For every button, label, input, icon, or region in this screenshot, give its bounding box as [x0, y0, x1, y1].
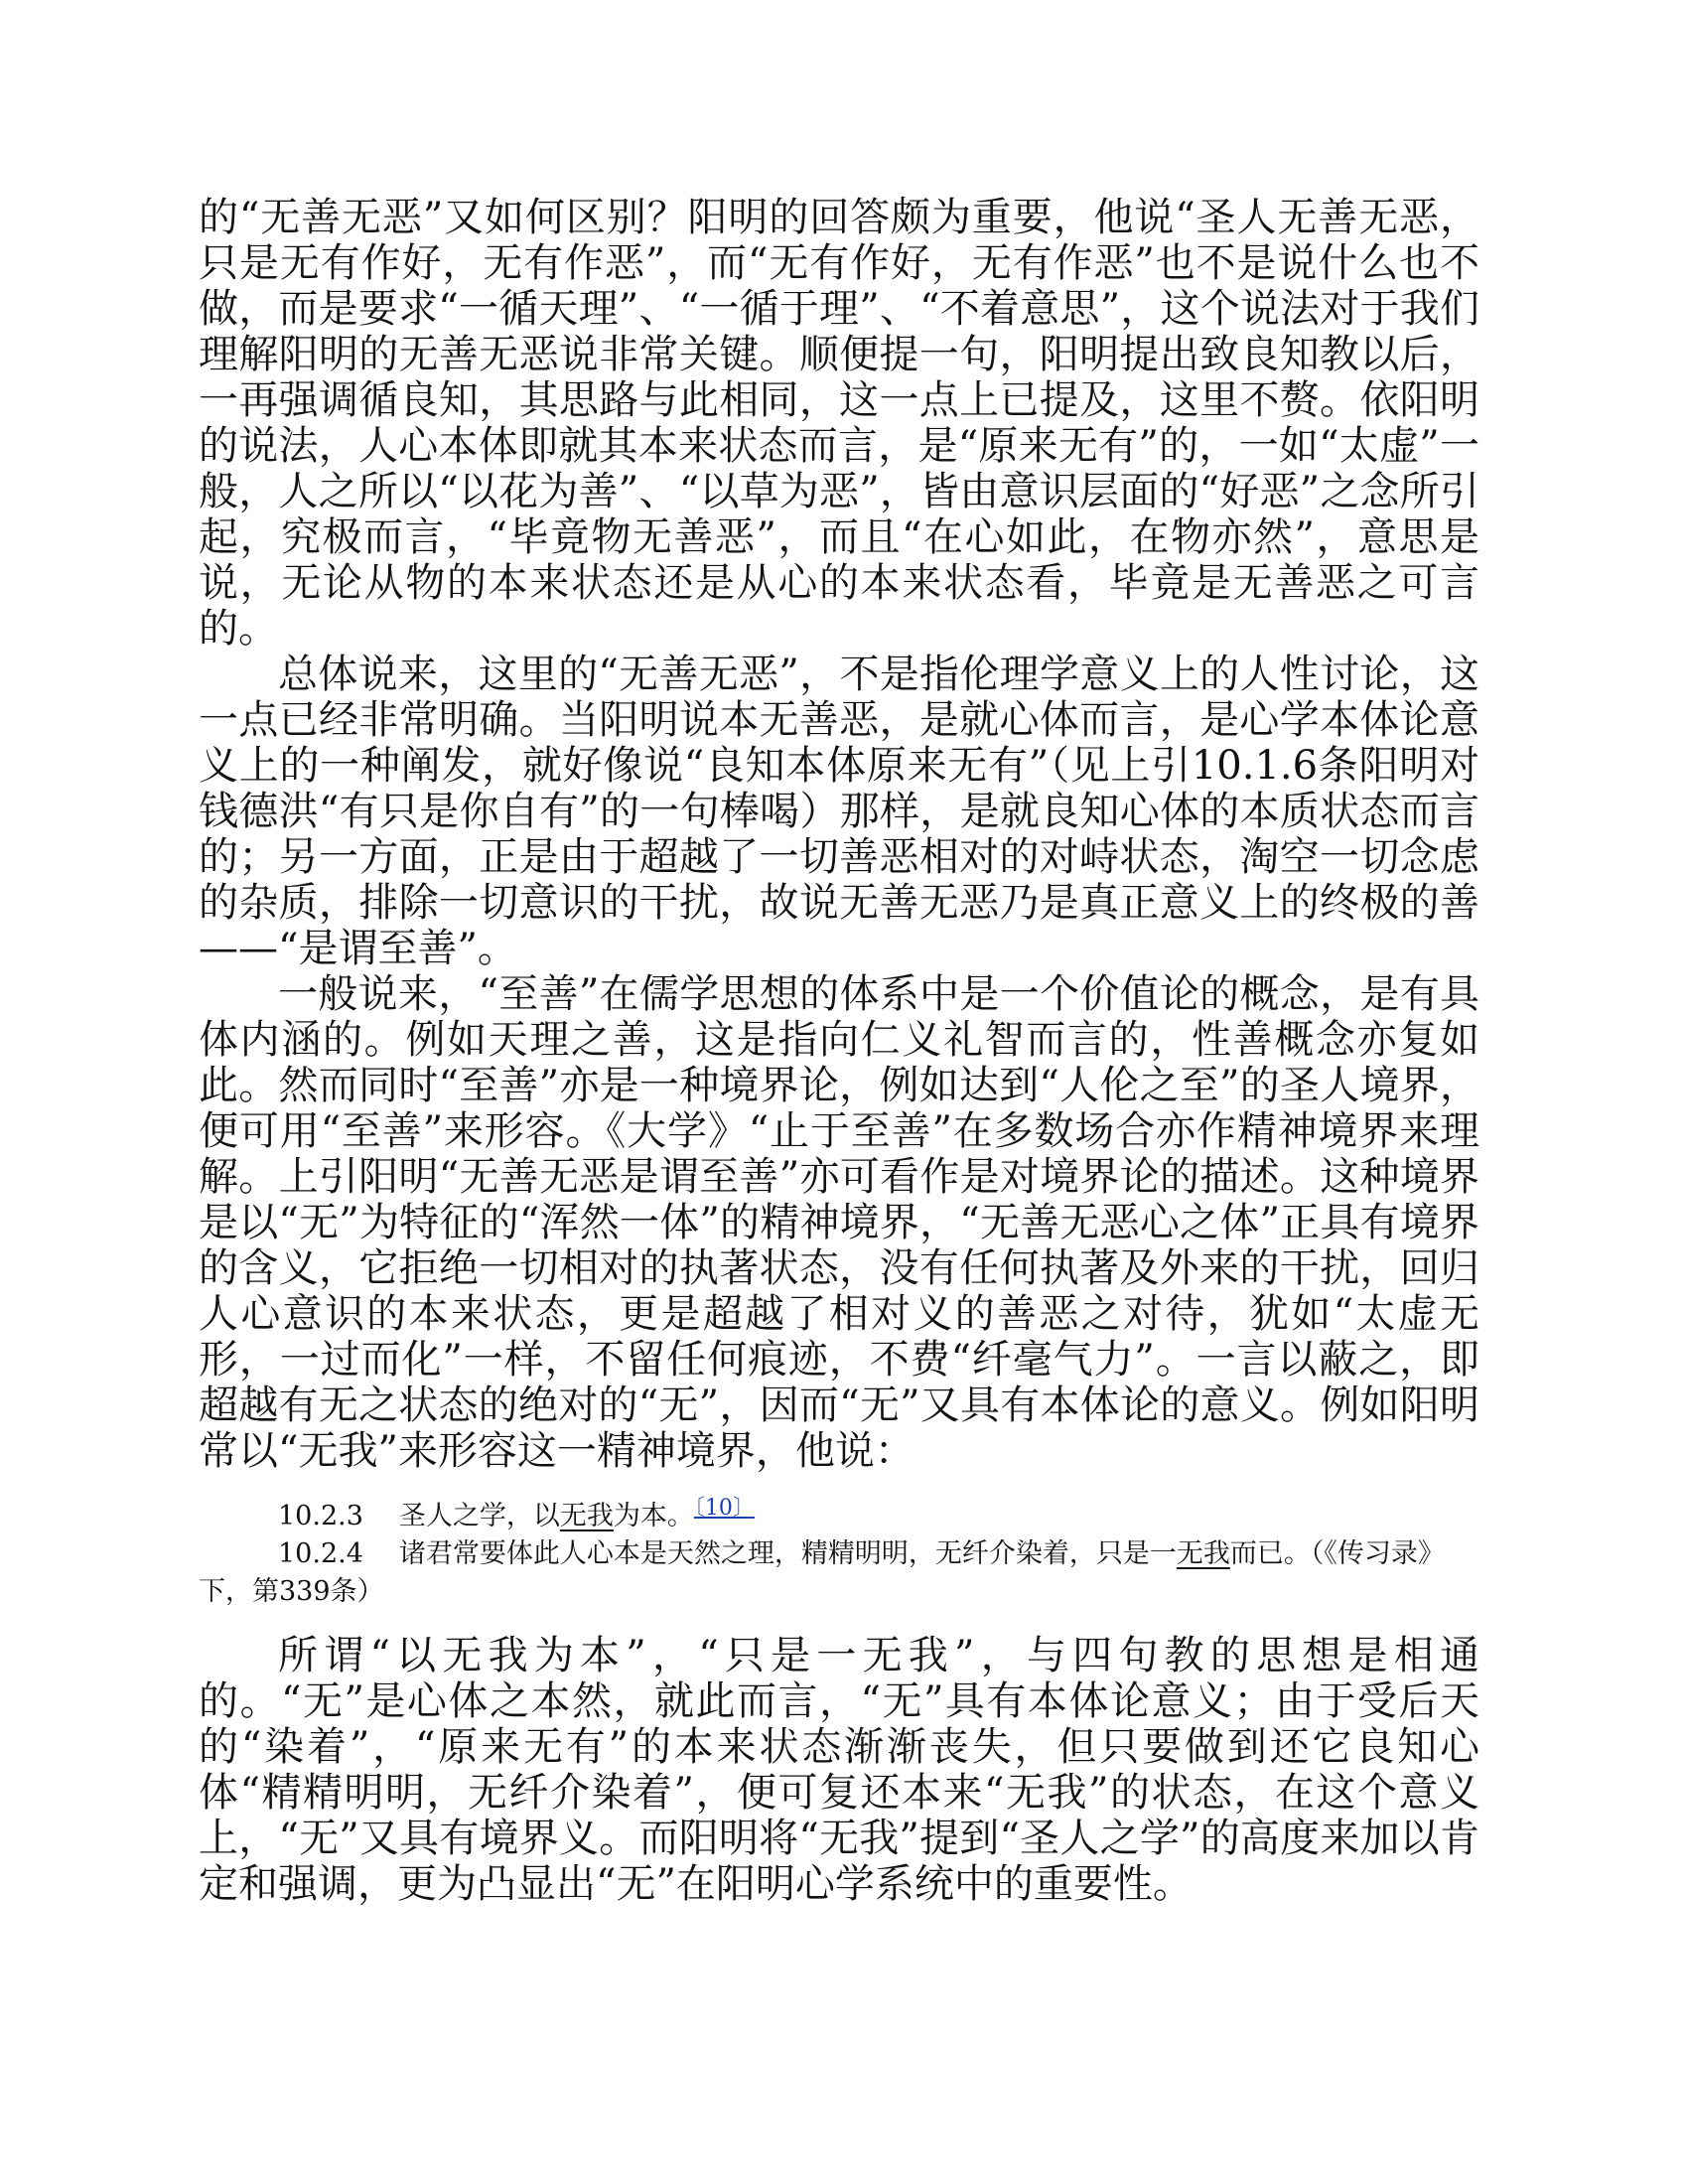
- quote-underlined-term: 无我: [559, 1501, 614, 1531]
- paragraph-4: 所谓“以无我为本”，“只是一无我”，与四句教的思想是相通的。“无”是心体之本然，就此而言，“无”具有本体论意义；由于受后天的“染着”，“原来无有”的本来状态渐渐丧失，但只要做到还它良知心体“精精明明，无纤介染着”，便可复还本来“无我”的状态，在这个意义上，“无”又具有境界义。而阳明将“无我”提到“圣人之学”的高度来加以肯定和强调，更为凸显出“无”在阳明心学系统中的重要性。: [199, 1633, 1479, 1907]
- quote-text-after: 而已。（《传习录》下，第339条）: [199, 1538, 1445, 1607]
- paragraph-3: 一般说来，“至善”在儒学思想的体系中是一个价值论的概念，是有具体内涵的。例如天理之善，这是指向仁义礼智而言的，性善概念亦复如此。然而同时“至善”亦是一种境界论，例如达到“人伦之至”的圣人境界，便可用“至善”来形容。《大学》“止于至善”在多数场合亦作精神境界来理解。上引阳明“无善无恶是谓至善”亦可看作是对境界论的描述。这种境界是以“无”为特征的“浑然一体”的精神境界，“无善无恶心之体”正具有境界的含义，它拒绝一切相对的执著状态，没有任何执著及外来的干扰，回归人心意识的本来状态，更是超越了相对义的善恶之对待，犹如“太虚无形，一过而化”一样，不留任何痕迹，不费“纤毫气力”。一言以蔽之，即超越有无之状态的绝对的“无”，因而“无”又具有本体论的意义。例如阳明常以“无我”来形容这一精神境界，他说：: [199, 971, 1479, 1474]
- quote-text-before: 圣人之学，以: [398, 1501, 560, 1531]
- quote-underlined-term: 无我: [1176, 1538, 1230, 1569]
- footnote-ref: [694, 1496, 755, 1521]
- quote-text-after: 为本。: [613, 1501, 694, 1531]
- footnote-link[interactable]: 〔10〕: [693, 1496, 755, 1521]
- document-page: [199, 195, 1479, 1907]
- quote-text-before: 诸君常要体此人心本是天然之理，精精明明，无纤介染着，只是一: [398, 1538, 1177, 1569]
- paragraph-2: 总体说来，这里的“无善无恶”，不是指伦理学意义上的人性讨论，这一点已经非常明确。当阳明说本无善恶，是就心体而言，是心学本体论意义上的一种阐发，就好像说“良知本体原来无有”（见上引10.1.6条阳明对钱德洪“有只是你自有”的一句棒喝）那样，是就良知心体的本质状态而言的；另一方面，正是由于超越了一切善恶相对的对峙状态，淘空一切念虑的杂质，排除一切意识的干扰，故说无善无恶乃是真正意义上的终极的善——“是谓至善”。: [199, 652, 1479, 971]
- quote-number: 10.2.4: [278, 1538, 363, 1569]
- quote-number: 10.2.3: [278, 1501, 363, 1531]
- quote-10-2-3: [199, 1498, 1479, 1535]
- paragraph-1: 的“无善无恶”又如何区别？阳明的回答颇为重要，他说“圣人无善无恶，只是无有作好，无有作恶”，而“无有作好，无有作恶”也不是说什么也不做，而是要求“一循天理”、“一循于理”、“不着意思”，这个说法对于我们理解阳明的无善无恶说非常关键。顺便提一句，阳明提出致良知教以后，一再强调循良知，其思路与此相同，这一点上已提及，这里不赘。依阳明的说法，人心本体即就其本来状态而言，是“原来无有”的，一如“太虚”一般，人之所以“以花为善”、“以草为恶”，皆由意识层面的“好恶”之念所引起，究极而言，“毕竟物无善恶”，而且“在心如此，在物亦然”，意思是说，无论从物的本来状态还是从心的本来状态看，毕竟是无善恶之可言的。: [199, 195, 1479, 652]
- quote-10-2-4: [199, 1535, 1479, 1611]
